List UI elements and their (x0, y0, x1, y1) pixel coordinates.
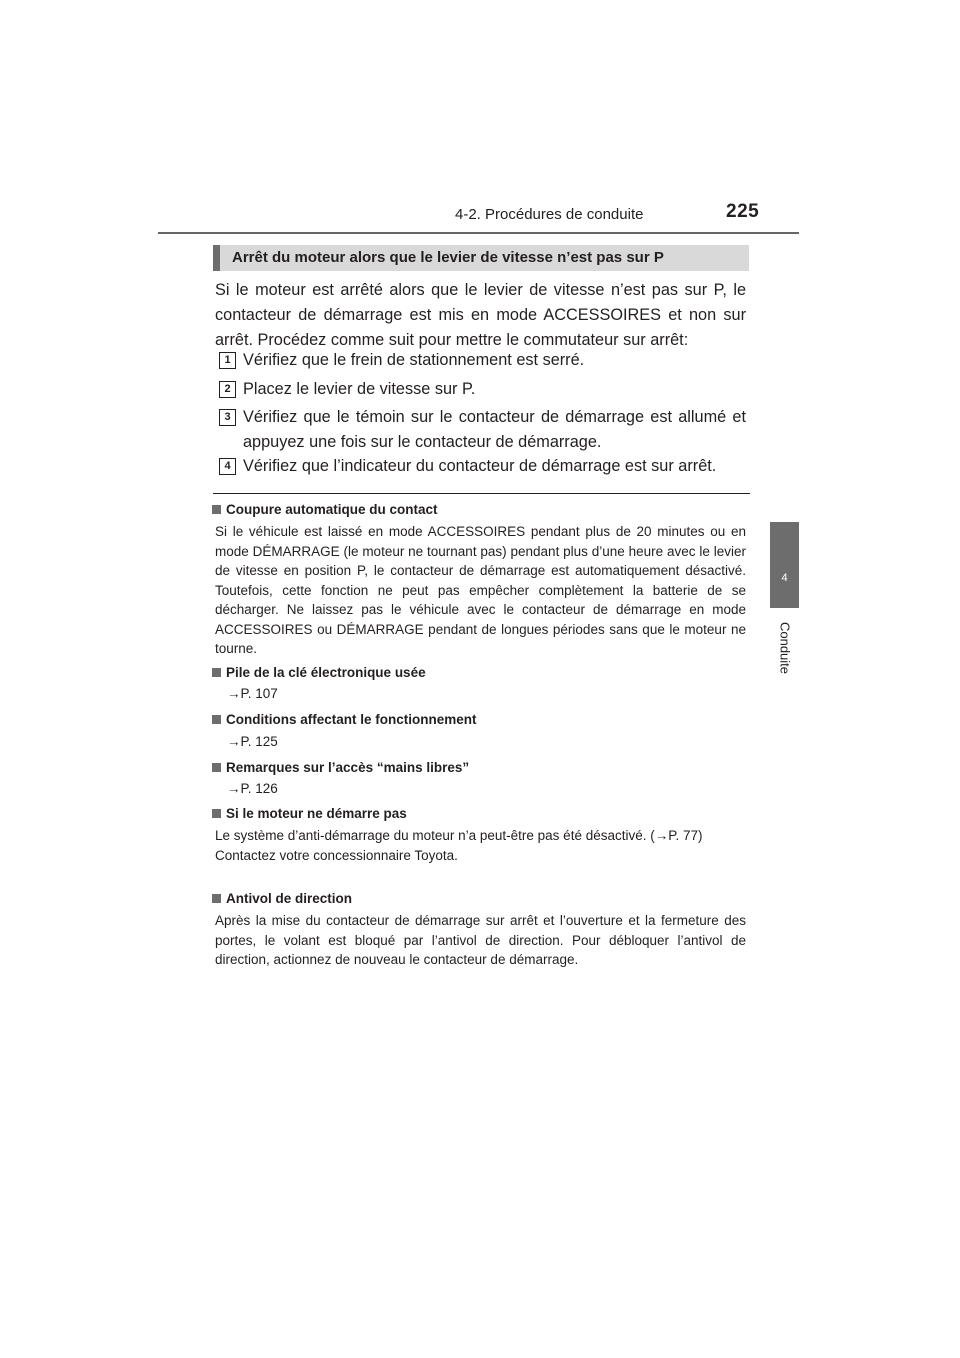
note-title: Coupure automatique du contact (226, 502, 438, 517)
chapter-tab-number: 4 (781, 572, 788, 584)
note-body: Si le véhicule est laissé en mode ACCESSOIRES pendant plus de 20 minutes ou en mode DÉMARRAGE (le moteur ne tournant pas) pendant plus d’une heure avec le levier de vitesse en position P, le contacteur de démarrage est automatiquement désactivé. Toutefois, cette fonction ne peut pas empêcher complètement la batterie de se décharger. Ne laissez pas le véhicule avec le contacteur de démarrage en mode ACCESSOIRES ou DÉMARRAGE pendant de longues périodes sans que le moteur ne tourne. (215, 524, 746, 656)
square-bullet-icon (212, 809, 221, 818)
square-bullet-icon (212, 668, 221, 677)
note-body (215, 826, 746, 865)
step-text-3: Vérifiez que le témoin sur le contacteur de démarrage est allumé et appuyez une fois sur le contacteur de démarrage. (243, 408, 746, 451)
note-heading (212, 712, 477, 727)
note-title: Si le moteur ne démarre pas (226, 806, 407, 821)
section-title: Arrêt du moteur alors que le levier de vitesse n’est pas sur P (232, 249, 664, 266)
note-title: Remarques sur l’accès “mains libres” (226, 760, 470, 775)
note-body-text: Le système d’anti-démarrage du moteur n’a peut-être pas été désactivé. (→P. 77) (215, 828, 703, 843)
header-rule (158, 232, 799, 234)
step-number-4: 4 (219, 458, 236, 475)
page-number: 225 (726, 201, 760, 222)
chapter-tab (770, 522, 799, 608)
note-title: Pile de la clé électronique usée (226, 665, 426, 680)
note-title: Antivol de direction (226, 891, 353, 906)
intro-paragraph: Si le moteur est arrêté alors que le levier de vitesse n’est pas sur P, le contacteur de démarrage est mis en mode ACCESSOIRES et non sur arrêt. Procédez comme suit pour mettre le commutateur sur arrêt: (215, 281, 746, 349)
square-bullet-icon (212, 715, 221, 724)
page-reference: →P. 126 (227, 781, 278, 796)
header-section-title: 4-2. Procédures de conduite (455, 206, 644, 223)
note-body: Après la mise du contacteur de démarrage sur arrêt et l’ouverture et la fermeture des portes, le volant est bloqué par l’antivol de direction. Pour débloquer l’antivol de direction, actionnez de nouveau le contacteur de démarrage. (215, 913, 746, 967)
square-bullet-icon (212, 763, 221, 772)
chapter-tab-label: Conduite (777, 621, 793, 675)
section-divider (213, 493, 750, 494)
page-reference: →P. 107 (227, 686, 278, 701)
step-text-2: Placez le levier de vitesse sur P. (243, 380, 476, 398)
note-title: Conditions affectant le fonctionnement (226, 712, 477, 727)
note-heading (212, 502, 438, 517)
note-heading (212, 665, 426, 680)
square-bullet-icon (212, 894, 221, 903)
square-bullet-icon (212, 505, 221, 514)
section-title-bar (213, 245, 749, 271)
page-reference: →P. 125 (227, 734, 278, 749)
step-number-3: 3 (219, 409, 236, 426)
note-heading (212, 806, 407, 821)
note-body-text: Contactez votre concessionnaire Toyota. (215, 847, 458, 863)
step-text-1: Vérifiez que le frein de stationnement est serré. (243, 351, 585, 369)
note-heading (212, 760, 469, 775)
step-text-4: Vérifiez que l’indicateur du contacteur de démarrage est sur arrêt. (243, 457, 717, 475)
note-heading (212, 891, 352, 906)
step-number-2: 2 (219, 381, 236, 398)
step-number-1: 1 (219, 352, 236, 369)
